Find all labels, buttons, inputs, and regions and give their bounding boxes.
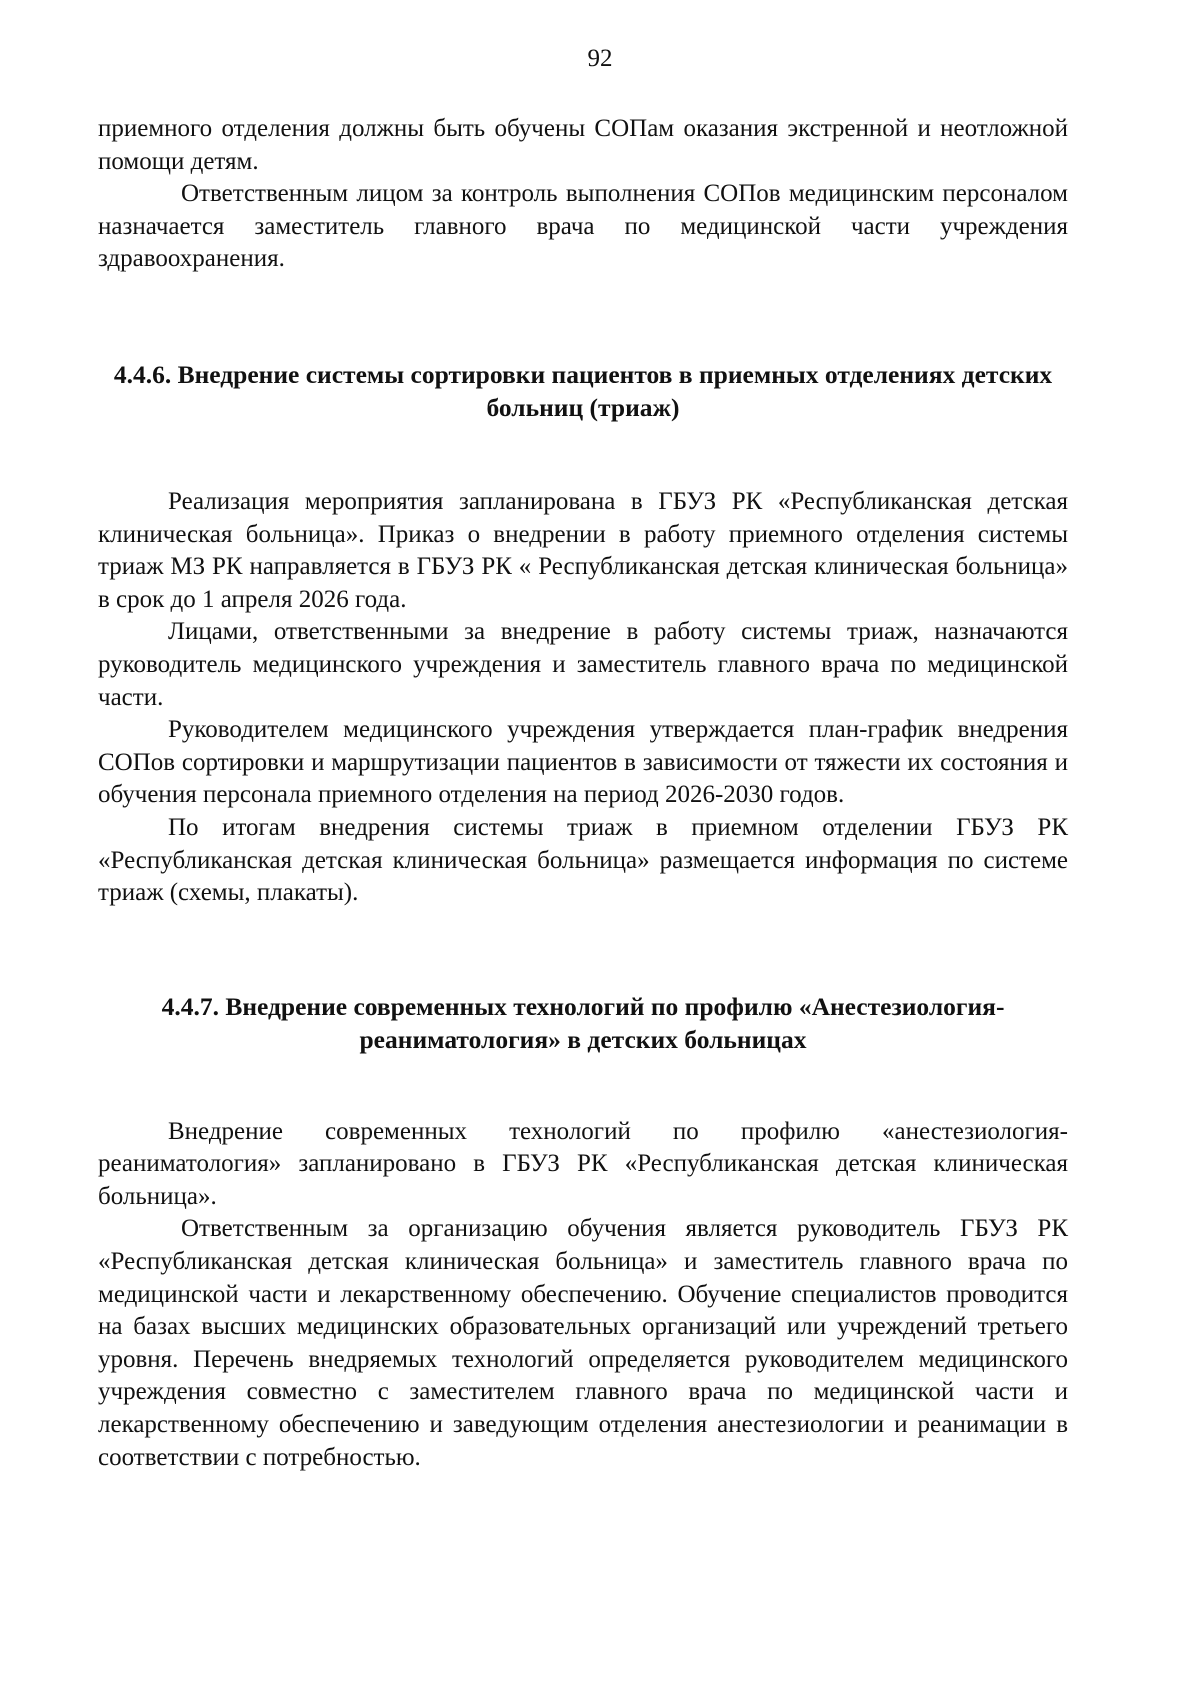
page-content <box>98 113 1068 1474</box>
intro-paragraph-1: приемного отделения должны быть обучены СОПам оказания экстренной и неотложной помощи детям. <box>98 115 1068 175</box>
section-447-heading: 4.4.7. Внедрение современных технологий по профилю «Анестезиология-реаниматология» в детских больницах <box>161 991 1005 1054</box>
section-447-paragraph-1: Внедрение современных технологий по профилю «анестезиология-реаниматология» запланировано в ГБУЗ РК «Республиканская детская клиническая больница». <box>98 1117 1068 1210</box>
section-446-heading: 4.4.6. Внедрение системы сортировки пациентов в приемных отделениях детских больниц (триаж) <box>113 359 1053 422</box>
page-number: 92 <box>587 45 613 72</box>
section-446-paragraph-1: Реализация мероприятия запланирована в ГБУЗ РК «Республиканская детская клиническая больница». Приказ о внедрении в работу приемного отделения системы триаж МЗ РК направляется в ГБУЗ РК « Республиканская детская клиническая больница» в срок до 1 апреля 2026 года. <box>98 487 1068 613</box>
section-446-paragraph-3: Руководителем медицинского учреждения утверждается план-график внедрения СОПов сортировки и маршрутизации пациентов в зависимости от тяжести их состояния и обучения персонала приемного отделения на период 2026-2030 годов. <box>98 716 1068 809</box>
section-446-paragraph-4: По итогам внедрения системы триаж в приемном отделении ГБУЗ РК «Республиканская детская клиническая больница» размещается информация по системе триаж (схемы, плакаты). <box>98 813 1068 907</box>
intro-paragraph-2: Ответственным лицом за контроль выполнения СОПов медицинским персоналом назначается заместитель главного врача по медицинской части учреждения здравоохранения. <box>98 180 1068 273</box>
section-446-paragraph-2: Лицами, ответственными за внедрение в работу системы триаж, назначаются руководитель медицинского учреждения и заместитель главного врача по медицинской части. <box>98 618 1068 711</box>
section-447-paragraph-2: Ответственным за организацию обучения является руководитель ГБУЗ РК «Республиканская детская клиническая больница» и заместитель главного врача по медицинской части и лекарственному обеспечению. Обучение специалистов проводится на базах высших медицинских образовательных организаций или учреждений третьего уровня. Перечень внедряемых технологий определяется руководителем медицинского учреждения совместно с заместителем главного врача по медицинской части и лекарственному обеспечению и заведующим отделения анестезиологии и реанимации в соответствии с потребностью. <box>98 1215 1068 1471</box>
